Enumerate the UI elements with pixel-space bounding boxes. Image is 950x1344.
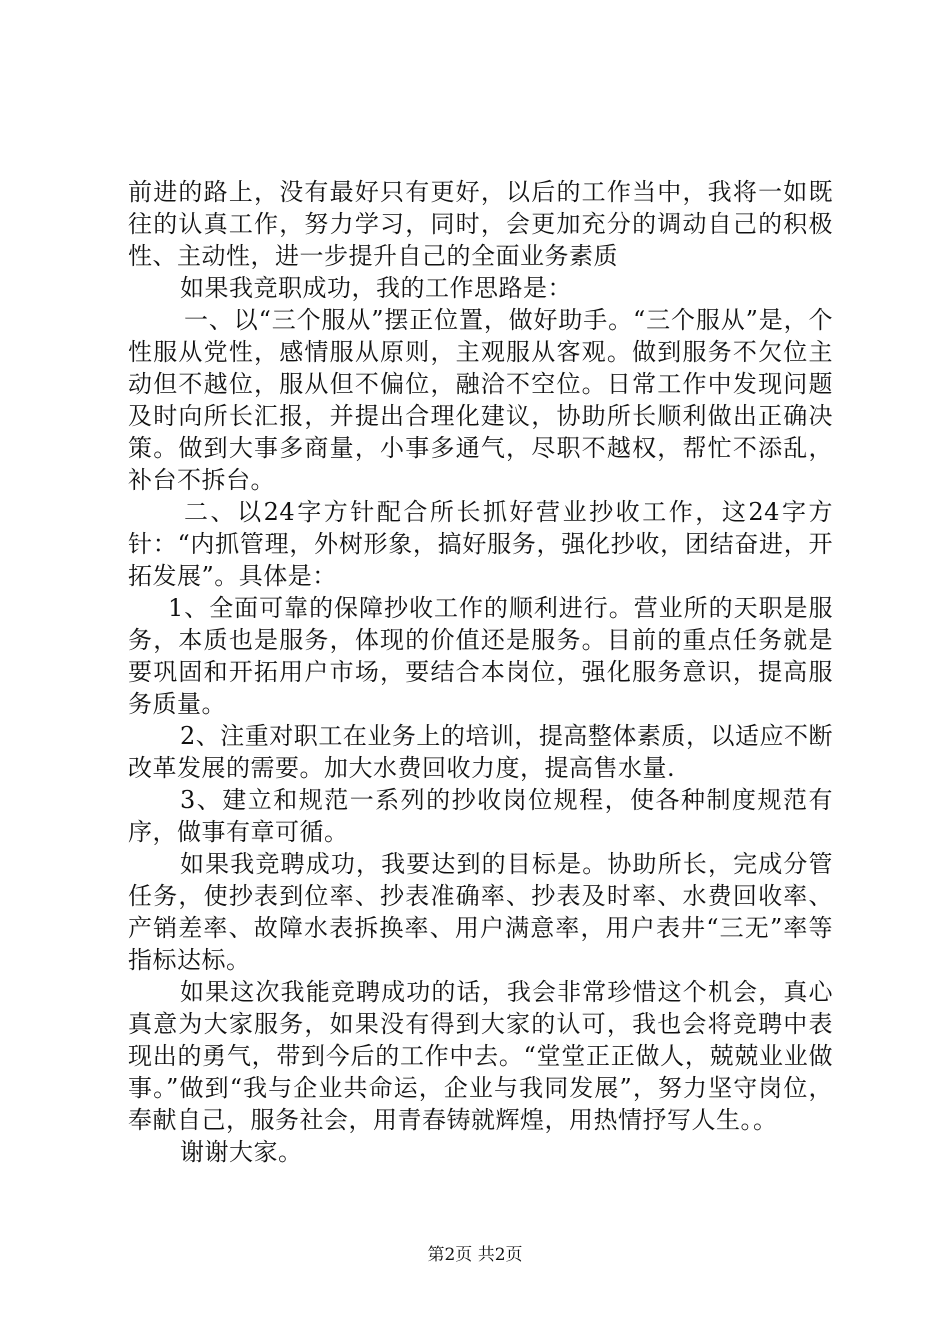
paragraph-goals: 如果我竞聘成功，我要达到的目标是。协助所长，完成分管任务，使抄表到位率、抄表准确率、抄表及时率、水费回收率、产销差率、故障水表拆换率、用户满意率，用户表井“三无”率等指标达标。: [128, 850, 833, 974]
paragraph-closing: 如果这次我能竞聘成功的话，我会非常珍惜这个机会，真心真意为大家服务，如果没有得到大家的认可，我也会将竞聘中表现出的勇气，带到今后的工作中去。“堂堂正正做人，兢兢业业做事。”做到“我与企业共命运，企业与我同发展”，努力坚守岗位，奉献自己，服务社会，用青春铸就辉煌，用热情抒写人生。。: [128, 978, 833, 1134]
paragraph-item-3: 3、建立和规范一系列的抄收岗位规程，使各种制度规范有序，做事有章可循。: [128, 786, 833, 846]
paragraph-item-2: 2、注重对职工在业务上的培训，提高整体素质，以适应不断改革发展的需要。加大水费回收力度，提高售水量.: [128, 722, 833, 782]
paragraph-point-two: 二、以24字方针配合所长抓好营业抄收工作，这24字方针：“内抓管理，外树形象，搞好服务，强化抄收，团结奋进，开拓发展”。具体是：: [128, 498, 833, 590]
page-number-footer: 第2页 共2页: [427, 1245, 523, 1265]
paragraph-point-one: 一、以“三个服从”摆正位置，做好助手。“三个服从”是，个性服从党性，感情服从原则，主观服从客观。做到服务不欠位主动但不越位，服从但不偏位，融洽不空位。日常工作中发现问题及时向所长汇报，并提出合理化建议，协助所长顺利做出正确决策。做到大事多商量，小事多通气，尽职不越权，帮忙不添乱，补台不拆台。: [128, 306, 833, 494]
document-body: [128, 176, 833, 1168]
paragraph-thanks: 谢谢大家。: [180, 1138, 303, 1166]
paragraph-item-1: 1、全面可靠的保障抄收工作的顺利进行。营业所的天职是服务，本质也是服务，体现的价值还是服务。目前的重点任务就是要巩固和开拓用户市场，要结合本岗位，强化服务意识，提高服务质量。: [128, 594, 833, 718]
paragraph-continuation: 前进的路上，没有最好只有更好，以后的工作当中，我将一如既往的认真工作，努力学习，同时，会更加充分的调动自己的积极性、主动性，进一步提升自己的全面业务素质: [128, 178, 833, 270]
paragraph-work-plan-intro: 如果我竞职成功，我的工作思路是：: [180, 274, 572, 302]
